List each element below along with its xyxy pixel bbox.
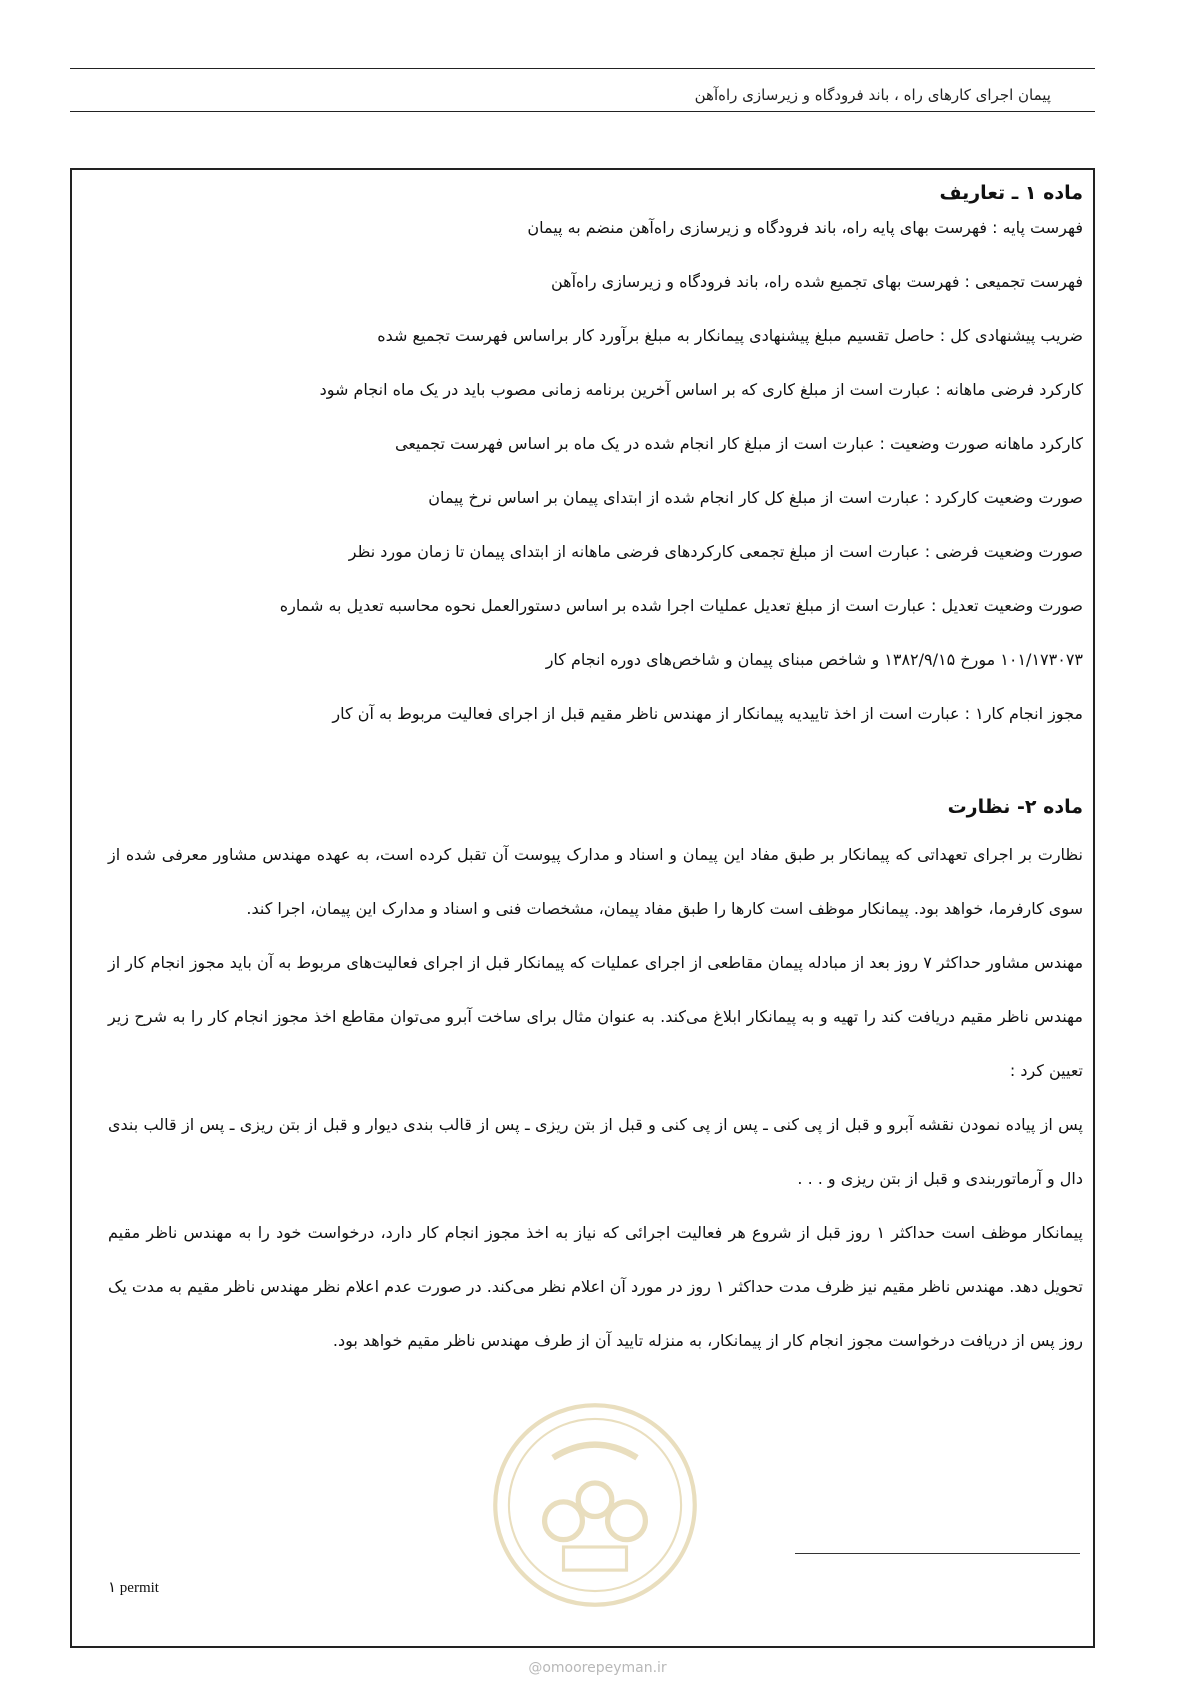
running-header: پیمان اجرای کارهای راه ، باند فرودگاه و زیرسازی راه‌آهن bbox=[694, 86, 1051, 104]
footnote-permit: ۱ permit bbox=[108, 1580, 159, 1596]
supervision-paragraph-1: نظارت بر اجرای تعهداتی که پیمانکار بر طبق مفاد این پیمان و اسناد و مدارک پیوست آن تقبل کرده است، به عهده مهندس مشاور معرفی شده از سوی کارفرما، خواهد بود. پیمانکار موظف است کارها را طبق مفاد پیمان، مشخصات فنی و اسناد و مدارک این پیمان، اجرا کند. bbox=[108, 845, 1083, 918]
document-body bbox=[108, 170, 1083, 1368]
watermark-url: @omoorepeyman.ir bbox=[528, 1660, 667, 1676]
definition-monthly-statement-work: کارکرد ماهانه صورت وضعیت : عبارت است از مبلغ کار انجام شده در یک ماه بر اساس فهرست تجمیعی bbox=[395, 434, 1083, 453]
definitions-list bbox=[108, 214, 1083, 754]
definition-adjustment-statement-cont: ۱۰۱/۱۷۳۰۷۳ مورخ ۱۳۸۲/۹/۱۵ و شاخص مبنای پیمان و شاخص‌های دوره انجام کار bbox=[545, 650, 1083, 669]
watermark-seal-icon bbox=[490, 1400, 700, 1610]
definition-aggregated-list: فهرست تجمیعی : فهرست بهای تجمیع شده راه، باند فرودگاه و زیرسازی راه‌آهن bbox=[550, 272, 1083, 291]
footnote-separator bbox=[795, 1553, 1080, 1554]
supervision-paragraph-3: پس از پیاده نمودن نقشه آبرو و قبل از پی کنی ـ پس از پی کنی و قبل از بتن ریزی ـ پس از قالب بندی دیوار و قبل از بتن ریزی ـ پس از قالب بندی دال و آرماتوربندی و قبل از بتن ریزی و . . . bbox=[108, 1115, 1083, 1188]
definition-base-list: فهرست پایه : فهرست بهای پایه راه، باند فرودگاه و زیرسازی راه‌آهن منضم به پیمان bbox=[527, 218, 1083, 237]
article-1-title: ماده ۱ ـ تعاریف bbox=[939, 182, 1083, 204]
supervision-paragraph-2: مهندس مشاور حداکثر ۷ روز بعد از مبادله پیمان مقاطعی از اجرای عملیات که پیمانکار قبل از اجرای فعالیت‌های مربوط به آن باید مجوز انجام کار از مهندس ناظر مقیم دریافت کند را تهیه و به پیمانکار ابلاغ می‌کند. به عنوان مثال برای ساخت آبرو می‌توان مقاطع اخذ مجوز انجام کار را به شرح زیر تعیین کرد : bbox=[108, 953, 1084, 1080]
definition-assumed-statement: صورت وضعیت فرضی : عبارت است از مبلغ تجمعی کارکردهای فرضی ماهانه از ابتدای پیمان تا زمان مورد نظر bbox=[348, 542, 1083, 561]
definition-monthly-assumed-work: کارکرد فرضی ماهانه : عبارت است از مبلغ کاری که بر اساس آخرین برنامه زمانی مصوب باید در یک ماه انجام شود bbox=[319, 380, 1083, 399]
header-top-rule bbox=[70, 68, 1095, 69]
definition-overall-coefficient: ضریب پیشنهادی کل : حاصل تقسیم مبلغ پیشنهادی پیمانکار به مبلغ برآورد کار براساس فهرست تجمیع شده bbox=[377, 326, 1083, 345]
definition-adjustment-statement: صورت وضعیت تعدیل : عبارت است از مبلغ تعدیل عملیات اجرا شده بر اساس دستورالعمل نحوه محاسبه تعدیل به شماره bbox=[279, 596, 1083, 615]
definition-work-permit: مجوز انجام کار۱ : عبارت است از اخذ تاییدیه پیمانکار از مهندس ناظر مقیم قبل از اجرای فعالیت مربوط به آن کار bbox=[332, 704, 1083, 723]
supervision-paragraph-4: پیمانکار موظف است حداکثر ۱ روز قبل از شروع هر فعالیت اجرائی که نیاز به اخذ مجوز انجام کار دارد، درخواست خود را به مهندس ناظر مقیم تحویل دهد. مهندس ناظر مقیم نیز ظرف مدت حداکثر ۱ روز در مورد آن اعلام نظر می‌کند. در صورت عدم اعلام نظر مهندس ناظر مقیم به مدت یک روز پس از دریافت درخواست مجوز انجام کار از پیمانکار، به منزله تایید آن از طرف مهندس ناظر مقیم خواهد بود. bbox=[108, 1223, 1084, 1350]
article-2-title: ماده ۲- نظارت bbox=[947, 796, 1083, 818]
header-bottom-rule bbox=[70, 111, 1095, 112]
definition-work-statement: صورت وضعیت کارکرد : عبارت است از مبلغ کل کار انجام شده از ابتدای پیمان بر اساس نرخ پیمان bbox=[428, 488, 1083, 507]
